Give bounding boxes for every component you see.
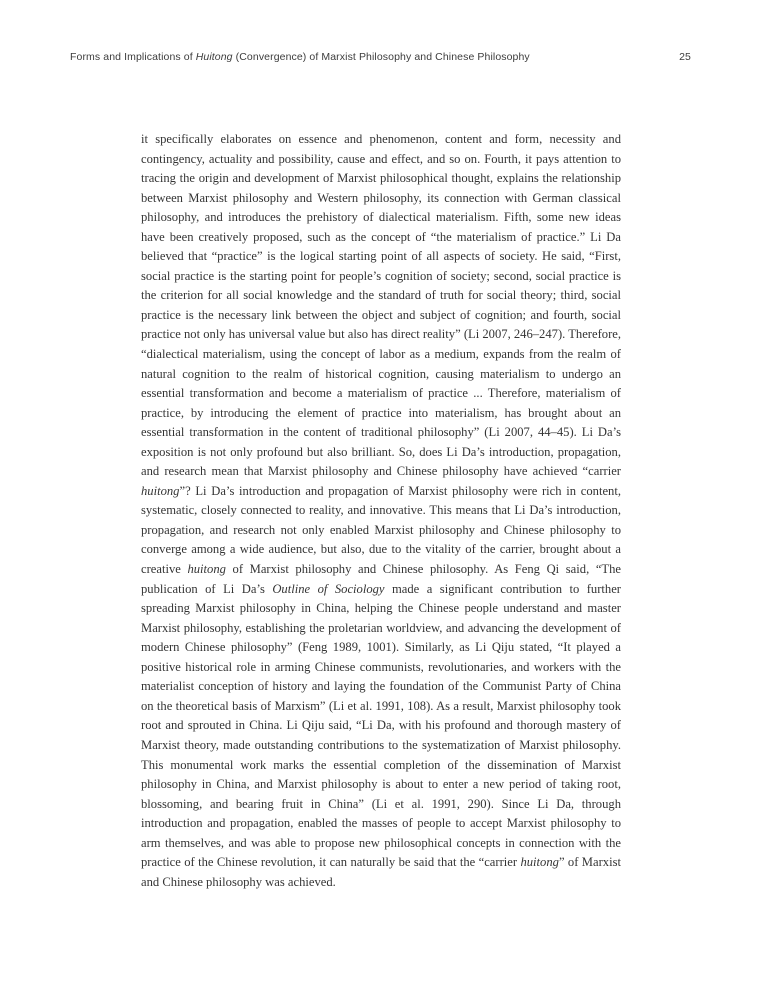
- running-head: [70, 51, 691, 63]
- running-head-title: Forms and Implications of Huitong (Convergence) of Marxist Philosophy and Chinese Philosophy: [70, 51, 530, 63]
- body-paragraph: it specifically elaborates on essence and phenomenon, content and form, necessity and contingency, actuality and possibility, cause and effect, and so on. Fourth, it pays attention to tracing the origin and development of Marxist philosophical thought, explains the relationship between Marxist philosophy and Western philosophy, its connection with German classical philosophy, and introduces the prehistory of dialectical materialism. Fifth, some new ideas have been creatively proposed, such as the concept of “the materialism of practice.” Li Da believed that “practice” is the logical starting point of all aspects of society. He said, “First, social practice is the starting point for people’s cognition of society; second, social practice is the criterion for all social knowledge and the standard of truth for social theory; third, social practice is the necessary link between the object and subject of cognition; and fourth, social practice not only has universal value but also has direct reality” (Li 2007, 246–247). Therefore, “dialectical materialism, using the concept of labor as a medium, expands from the realm of natural cognition to the realm of historical cognition, causing materialism to undergo an essential transformation and become a materialism of practice ... Therefore, materialism of practice, by introducing the element of practice into materialism, has brought about an essential transformation in the content of traditional philosophy” (Li 2007, 44–45). Li Da’s exposition is not only profound but also brilliant. So, does Li Da’s introduction, propagation, and research mean that Marxist philosophy and Chinese philosophy have achieved “carrier huitong”? Li Da’s introduction and propagation of Marxist philosophy were rich in content, systematic, closely connected to reality, and innovative. This means that Li Da’s introduction, propagation, and research not only enabled Marxist philosophy and Chinese philosophy to converge among a wide audience, but also, due to the vitality of the carrier, brought about a creative huitong of Marxist philosophy and Chinese philosophy. As Feng Qi said, “The publication of Li Da’s Outline of Sociology made a significant contribution to further spreading Marxist philosophy in China, helping the Chinese people understand and master Marxist philosophy, establishing the proletarian worldview, and advancing the development of modern Chinese philosophy” (Feng 1989, 1001). Similarly, as Li Qiju stated, “It played a positive historical role in arming Chinese communists, revolutionaries, and workers with the materialist conception of history and laying the foundation of the Communist Party of China on the theoretical basis of Marxism” (Li et al. 1991, 108). As a result, Marxist philosophy took root and sprouted in China. Li Qiju said, “Li Da, with his profound and thorough mastery of Marxist theory, made outstanding contributions to the systematization of Marxist philosophy. This monumental work marks the essential completion of the dissemination of Marxist philosophy in China, and Marxist philosophy is about to enter a new period of taking root, blossoming, and bearing fruit in China” (Li et al. 1991, 290). Since Li Da, through introduction and propagation, enabled the masses of people to accept Marxist philosophy to arm themselves, and was able to propose new philosophical concepts in connection with the practice of the Chinese revolution, it can naturally be said that the “carrier huitong” of Marxist and Chinese philosophy was achieved.: [141, 132, 621, 889]
- page-number: 25: [679, 51, 691, 63]
